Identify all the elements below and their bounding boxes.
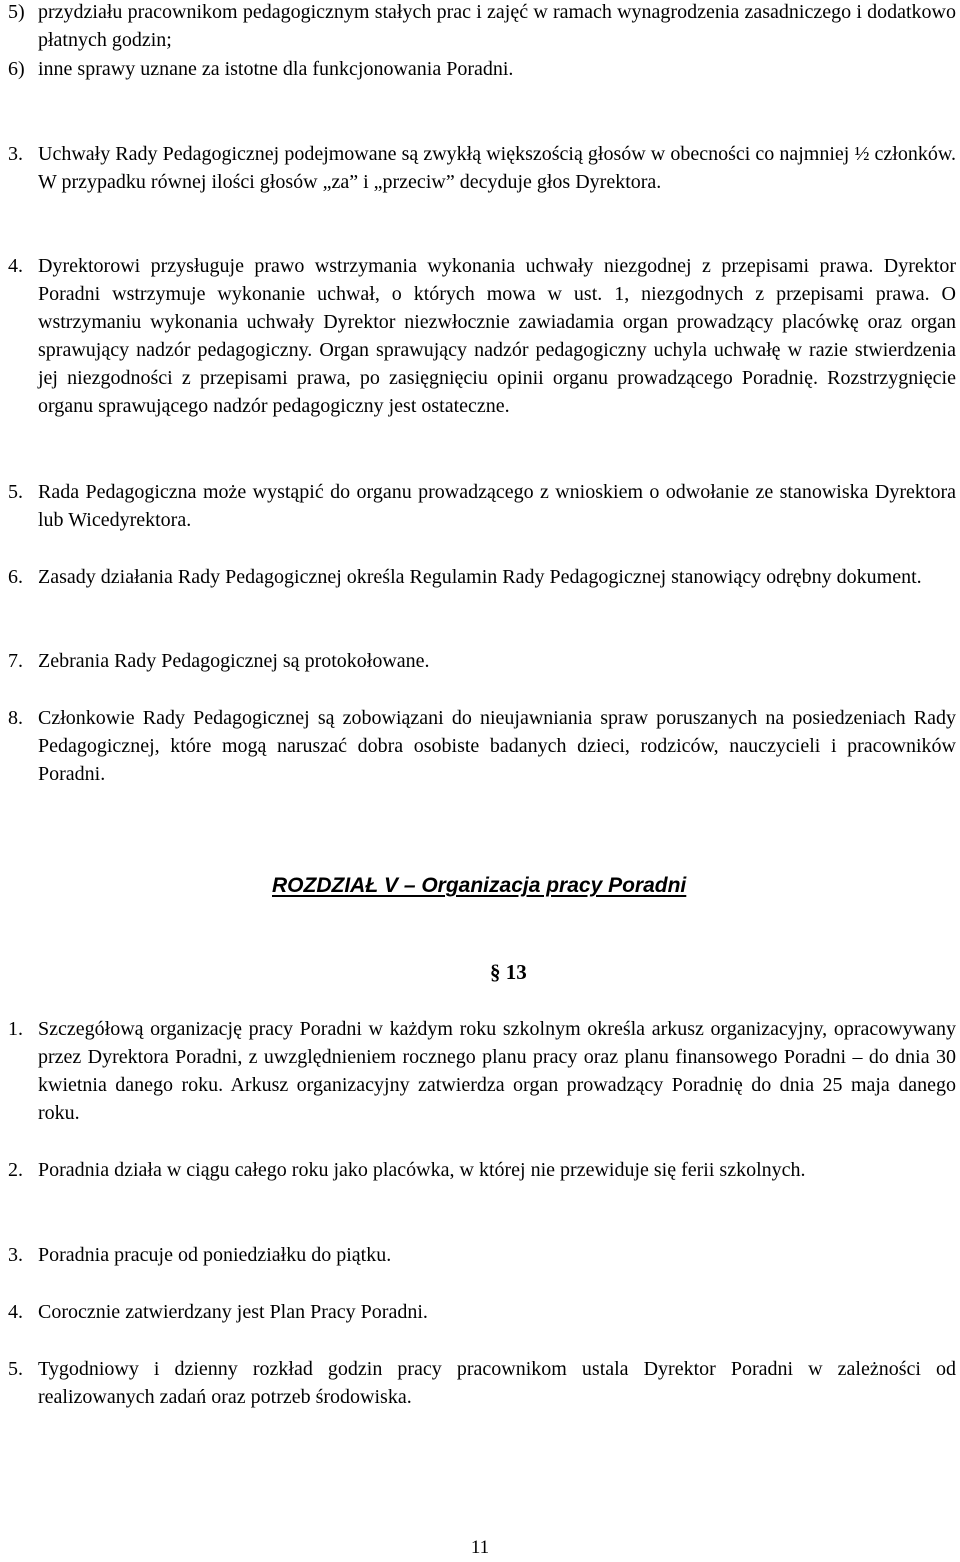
point-3 [8,140,956,196]
point-number: 2. [8,1159,23,1181]
point-number: 5. [8,1358,23,1380]
section-point-3 [8,1241,956,1269]
point-text: Szczegółową organizację pracy Poradni w każdym roku szkolnym określa arkusz organizacyjny, opracowywany przez Dyrektora Poradni, z uwzględnieniem rocznego planu pracy oraz planu finansowego Poradni – do dnia 30 kwietnia danego roku. Arkusz organizacyjny zatwierdza organ prowadzący Poradnię do dnia 25 maja danego roku. [38,1018,956,1124]
section-point-1 [8,1015,956,1127]
list-item-text: inne sprawy uznane za istotne dla funkcjonowania Poradni. [38,58,514,80]
point-number: 7. [8,650,23,672]
point-text: Rada Pedagogiczna może wystąpić do organu prowadzącego z wnioskiem o odwołanie ze stanowiska Dyrektora lub Wicedyrektora. [38,481,956,531]
point-4 [8,252,956,420]
list-item-number: 5) [8,1,25,23]
point-text: Poradnia działa w ciągu całego roku jako placówka, w której nie przewiduje się ferii szkolnych. [38,1159,806,1181]
point-7 [8,647,956,675]
point-5 [8,478,956,534]
section-point-4 [8,1298,956,1326]
section-number: 13 [505,960,527,984]
point-text: Zasady działania Rady Pedagogicznej określa Regulamin Rady Pedagogicznej stanowiący odrębny dokument. [38,566,922,588]
point-text: Dyrektorowi przysługuje prawo wstrzymania wykonania uchwały niezgodnej z przepisami prawa. Dyrektor Poradni wstrzymuje wykonanie uchwał, o których mowa w ust. 1, niezgodnych z przepisami prawa. O wstrzymaniu wykonania uchwały Dyrektor niezwłocznie zawiadamia organ prowadzący placówkę oraz organ sprawujący nadzór pedagogiczny. Organ sprawujący nadzór pedagogiczny uchyla uchwałę w razie stwierdzenia jej niezgodności z przepisami prawa, po zasięgnięciu opinii organu prowadzącego Poradnię. Rozstrzygnięcie organu sprawującego nadzór pedagogiczny jest ostateczne. [38,255,956,417]
list-item-6 [8,55,956,83]
point-number: 6. [8,566,23,588]
point-number: 8. [8,707,23,729]
point-text: Członkowie Rady Pedagogicznej są zobowiązani do nieujawniania spraw poruszanych na posiedzeniach Rady Pedagogicznej, które mogą naruszać dobra osobiste badanych dzieci, rodziców, nauczycieli i pracowników Poradni. [38,707,956,785]
chapter-heading: ROZDZIAŁ V – Organizacja pracy Poradni [272,874,687,897]
point-text: Uchwały Rady Pedagogicznej podejmowane są zwykłą większością głosów w obecności co najmniej ½ członków. W przypadku równej ilości głosów „za” i „przeciw” decyduje głos Dyrektora. [38,143,956,193]
point-text: Tygodniowy i dzienny rozkład godzin pracy pracownikom ustala Dyrektor Poradni w zależności od realizowanych zadań oraz potrzeb środowiska. [38,1358,956,1408]
point-number: 3. [8,143,23,165]
section-point-2 [8,1156,956,1184]
point-6 [8,563,956,591]
section-sign: § [490,960,501,984]
section-point-5 [8,1355,956,1411]
list-item-number: 6) [8,58,25,80]
list-item-5 [8,0,956,54]
point-8 [8,704,956,788]
point-text: Zebrania Rady Pedagogicznej są protokołowane. [38,650,430,672]
point-number: 4. [8,1301,23,1323]
point-text: Poradnia pracuje od poniedziałku do piątku. [38,1244,392,1266]
point-number: 1. [8,1018,23,1040]
point-number: 4. [8,255,23,277]
point-number: 5. [8,481,23,503]
point-number: 3. [8,1244,23,1266]
list-item-text: przydziału pracownikom pedagogicznym stałych prac i zajęć w ramach wynagrodzenia zasadniczego i dodatkowo płatnych godzin; [38,1,956,51]
section-heading [490,958,527,986]
page-number: 11 [470,1537,490,1558]
point-text: Corocznie zatwierdzany jest Plan Pracy Poradni. [38,1301,428,1323]
